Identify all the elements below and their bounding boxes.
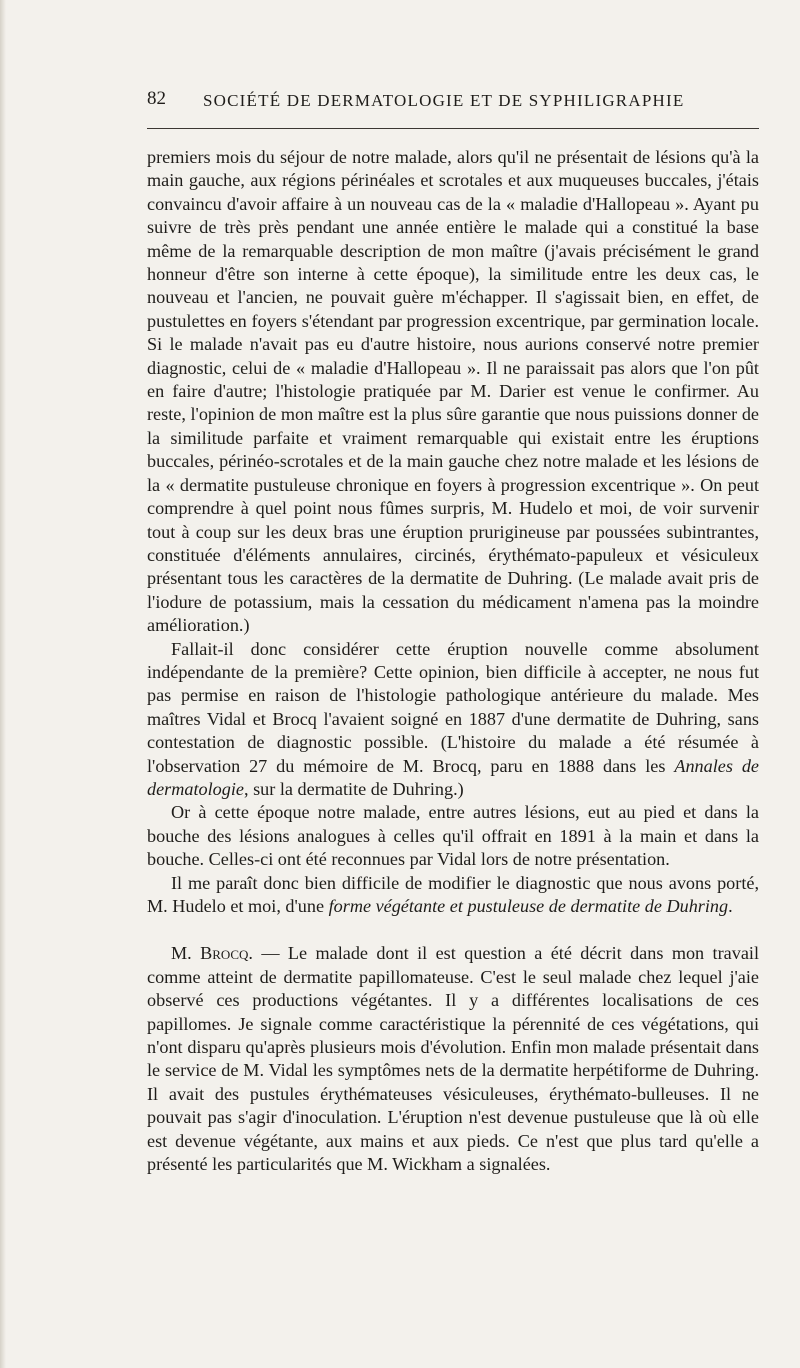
- section-gap: [147, 918, 759, 942]
- paragraph-1: premiers mois du séjour de notre malade, alors qu'il ne présentait de lésions qu'à la main gauche, aux régions périnéales et scrotales et aux muqueuses buccales, j'étais convaincu d'avoir affaire à un nouveau cas de la « maladie d'Hallopeau ». Ayant pu suivre de très près pendant une année entière le malade qui a constitué la base même de la remarquable description de mon maître (j'avais précisément le grand honneur d'être son interne à cette époque), la similitude entre les deux cas, le nouveau et l'ancien, ne pouvait guère m'échapper. Il s'agissait bien, en effet, de pustulettes en foyers s'étendant par progression excentrique, par germination locale. Si le malade n'avait pas eu d'autre histoire, nous aurions conservé notre premier diagnostic, celui de « maladie d'Hallopeau ». Il ne paraissait pas alors que l'on pût en faire d'autre; l'histologie pratiquée par M. Darier est venue le confirmer. Au reste, l'opinion de mon maître est la plus sûre garantie que nous puissions donner de la similitude parfaite et vraiment remarquable qui existait entre les éruptions buccales, périnéo-scrotales et de la main gauche chez notre malade et les lésions de la « dermatite pustuleuse chronique en foyers à progression excentrique ». On peut comprendre à quel point nous fûmes surpris, M. Hudelo et moi, de voir survenir tout à coup sur les deux bras une éruption prurigineuse par poussées subintrantes, constituée d'éléments annulaires, circinés, érythémato-papuleux et vésiculeux présentant tous les caractères de la dermatite de Duhring. (Le malade avait pris de l'iodure de potassium, mais la cessation du médicament n'amena pas la moindre amélioration.): [147, 147, 759, 636]
- paragraph-2-tail: , sur la dermatite de Duhring.): [244, 778, 464, 799]
- header-rule: [147, 128, 759, 129]
- diagnosis-name: forme végétante et pustuleuse de dermatite de Duhring: [328, 896, 729, 916]
- paragraph-2-text: Fallait-il donc considérer cette éruption nouvelle comme absolument indépendante de la première? Cette opinion, bien difficile à accepter, ne nous fut pas permise en raison de l'histologie pathologique antérieure du malade. Mes maîtres Vidal et Brocq l'avaient soigné en 1887 d'une dermatite de Duhring, sans contestation de diagnostic possible. (L'histoire du malade a été résumée à l'observation 27 du mémoire de M. Brocq, paru en 1888 dans les: [147, 638, 759, 776]
- page-number: 82: [147, 88, 166, 109]
- paragraph-2: [147, 638, 759, 802]
- speaker-name: Brocq: [200, 943, 249, 964]
- speaker-prefix: M.: [171, 943, 201, 964]
- paragraph-4: [147, 872, 759, 919]
- page-gutter-shadow: [0, 0, 6, 1368]
- journal-title: Annales de dermatologie: [147, 755, 759, 799]
- paragraph-3: Or à cette époque notre malade, entre autres lésions, eut au pied et dans la bouche des lésions analogues à celles qu'il offrait en 1891 à la main et dans la bouche. Celles-ci ont été reconnues par Vidal lors de notre présentation.: [147, 802, 759, 870]
- paragraph-5-text: . — Le malade dont il est question a été décrit dans mon travail comme atteint de dermatite papillomateuse. C'est le seul malade chez lequel j'aie observé ces productions végétantes. Il y a différentes localisations de ces papillomes. Je signale comme caractéristique la pérennité de ces végétations, qui n'ont disparu qu'après plusieurs mois d'évolution. Enfin mon malade présentait dans le service de M. Vidal les symptômes nets de la dermatite herpétiforme de Duhring. Il avait des pustules érythémateuses vésiculeuses, érythémato-bulleuses. Il ne pouvait pas s'agir d'inoculation. L'éruption n'est devenue pustuleuse que là où elle est devenue végétante, aux mains et aux pieds. Ce n'est que plus tard qu'elle a présenté les particularités que M. Wickham a signalées.: [147, 943, 759, 1175]
- body-text: [147, 146, 759, 1176]
- paragraph-5: [147, 942, 759, 1176]
- page-header: [147, 88, 762, 116]
- running-head: SOCIÉTÉ DE DERMATOLOGIE ET DE SYPHILIGRAPHIE: [203, 91, 685, 110]
- paragraph-4-tail: .: [728, 896, 733, 916]
- paragraph-4-text: Il me paraît donc bien difficile de modifier le diagnostic que nous avons porté, M. Hudelo et moi, d'une: [147, 872, 759, 916]
